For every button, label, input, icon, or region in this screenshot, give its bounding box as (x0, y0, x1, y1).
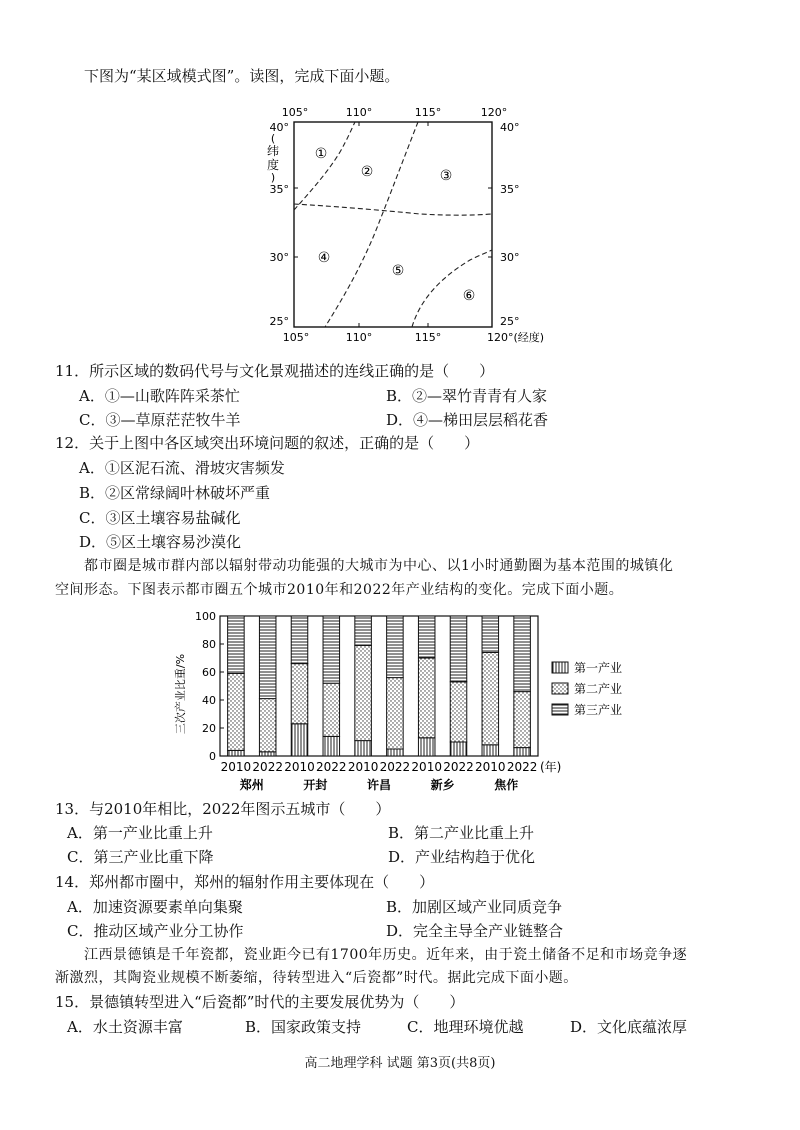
bar-segment (259, 616, 276, 699)
intro-text-jingdezhen-2: 渐激烈，其陶瓷业规模不断萎缩，待转型进入“后瓷都”时代。据此完成下面小题。 (55, 970, 578, 986)
q12-option-d: D．⑤区土壤容易沙漠化 (79, 533, 242, 551)
right-lat-label: 40° (500, 121, 520, 134)
q12-stem: 12．关于上图中各区域突出环境问题的叙述，正确的是（ ） (55, 434, 480, 452)
bottom-lon-label: 110° (345, 331, 373, 344)
top-lon-label: 105° (281, 106, 309, 119)
x-year-label: 2010 (411, 760, 442, 774)
y-tick-label: 40 (202, 694, 216, 707)
bottom-lon-label: 115° (414, 331, 442, 344)
x-year-label: 2010 (220, 760, 252, 774)
region-label: ④ (317, 250, 331, 266)
bar-segment (418, 616, 435, 658)
bar-segment (482, 652, 499, 744)
intro-text-metro-1: 都市圈是城市群内部以辐射带动功能强的大城市为中心、以1小时通勤圈为基本范围的城镇化 (84, 558, 674, 574)
y-tick-label: 100 (195, 610, 216, 623)
page-footer: 高二地理学科 试题 第3页(共8页) (304, 1056, 496, 1071)
bar-segment (387, 616, 404, 678)
y-tick-label: 60 (202, 666, 216, 679)
bar-segment (450, 742, 467, 756)
lat-axis-label: ( (270, 132, 276, 145)
lat-axis-label: 纬 (266, 144, 280, 158)
q12-option-c: C．③区土壤容易盐碱化 (79, 509, 241, 527)
region-label: ① (314, 146, 328, 162)
lat-axis-label: ) (270, 171, 276, 184)
x-city-label: 郑州 (239, 778, 264, 792)
bar-segment (514, 692, 531, 748)
bar-segment (228, 673, 245, 750)
right-lat-label: 35° (500, 183, 520, 196)
x-year-label: 2022 (252, 760, 283, 774)
intro-text-jingdezhen-1: 江西景德镇是千年瓷都，瓷业距今已有1700年历史。近年来，由于瓷土储备不足和市场竞争逐 (84, 947, 688, 963)
q14-option-d: D．完全主导全产业链整合 (386, 922, 564, 940)
left-lat-label: 30° (269, 251, 289, 264)
bottom-lon-label: 120°(经度) (487, 331, 545, 344)
right-lat-label: 30° (500, 251, 520, 264)
legend-label: 第一产业 (574, 661, 623, 675)
q12-option-a: A．①区泥石流、滑坡灾害频发 (79, 459, 285, 477)
bar-segment (323, 683, 340, 736)
bar-segment (514, 748, 531, 756)
bar-segment (259, 699, 276, 752)
bar-segment (291, 724, 308, 756)
lat-axis-label: 度 (266, 158, 280, 172)
q11-stem: 11．所示区域的数码代号与文化景观描述的连线正确的是（ ） (55, 362, 495, 380)
bar-segment (387, 749, 404, 756)
bar-segment (450, 682, 467, 742)
y-tick-label: 20 (202, 722, 216, 735)
bottom-lon-label: 105° (282, 331, 310, 344)
bar-segment (482, 745, 499, 756)
x-year-label: 2010 (347, 760, 379, 774)
q15-option-b: B．国家政策支持 (245, 1018, 362, 1036)
legend-swatch (552, 683, 568, 694)
region-map (0, 100, 800, 360)
top-lon-label: 110° (345, 106, 373, 119)
region-label: ③ (439, 168, 453, 184)
q13-option-b: B．第二产业比重上升 (388, 824, 535, 842)
q11-option-b: B．②—翠竹青青有人家 (386, 387, 548, 405)
q14-option-a: A．加速资源要素单向集聚 (67, 898, 243, 916)
bar-segment (291, 664, 308, 724)
bar-segment (291, 616, 308, 664)
x-city-label: 开封 (303, 778, 328, 792)
top-lon-label: 120° (480, 106, 508, 119)
left-lat-label: 25° (269, 315, 289, 328)
q13-option-c: C．第三产业比重下降 (67, 848, 214, 866)
q15-option-d: D．文化底蕴浓厚 (570, 1018, 688, 1036)
q11-option-d: D．④—梯田层层稻花香 (386, 411, 549, 429)
q13-stem: 13．与2010年相比，2022年图示五城市（ ） (55, 800, 391, 818)
region-label: ⑤ (391, 263, 405, 279)
bar-segment (355, 616, 372, 645)
bar-segment (228, 750, 245, 756)
region-label: ⑥ (462, 288, 476, 304)
q13-option-d: D．产业结构趋于优化 (388, 848, 536, 866)
industry-structure-chart (0, 602, 800, 797)
bar-segment (482, 616, 499, 652)
q11-option-a: A．①—山歌阵阵采茶忙 (79, 387, 240, 405)
boundary-line (294, 122, 355, 210)
bar-segment (355, 741, 372, 756)
q14-stem: 14．郑州都市圈中，郑州的辐射作用主要体现在（ ） (55, 873, 435, 891)
legend-swatch (552, 704, 568, 715)
boundary-line (412, 250, 492, 327)
bar-segment (323, 736, 340, 756)
right-lat-label: 25° (500, 315, 520, 328)
q13-option-a: A．第一产业比重上升 (67, 824, 213, 842)
q14-option-b: B．加剧区域产业同质竞争 (386, 898, 563, 916)
q11-option-c: C．③—草原茫茫牧牛羊 (79, 411, 241, 429)
legend-label: 第二产业 (574, 682, 623, 696)
boundary-line (294, 204, 492, 215)
x-city-label: 许昌 (366, 778, 392, 792)
bar-segment (418, 658, 435, 738)
bar-segment (514, 616, 531, 692)
x-year-label: 2010 (284, 760, 315, 774)
bar-segment (418, 738, 435, 756)
chart-ylabel: 三次产业比重/% (174, 653, 187, 735)
top-lon-label: 115° (414, 106, 442, 119)
region-label: ② (360, 164, 374, 180)
bar-segment (259, 752, 276, 756)
y-tick-label: 80 (202, 638, 216, 651)
q15-option-a: A．水土资源丰富 (67, 1018, 183, 1036)
q14-option-c: C．推动区域产业分工协作 (67, 922, 244, 940)
bar-segment (387, 678, 404, 749)
bar-segment (450, 616, 467, 682)
intro-text-metro-2: 空间形态。下图表示都市圈五个城市2010年和2022年产业结构的变化。完成下面小题。 (55, 582, 624, 598)
q12-option-b: B．②区常绿阔叶林破坏严重 (79, 484, 271, 502)
bar-segment (228, 616, 245, 673)
x-year-label: 2022 (316, 760, 347, 774)
x-city-label: 新乡 (430, 778, 455, 792)
q15-option-c: C．地理环境优越 (407, 1018, 524, 1036)
left-lat-label: 40° (269, 121, 289, 134)
bar-segment (323, 616, 340, 683)
legend-swatch (552, 662, 568, 673)
x-year-label: 2010 (475, 760, 506, 774)
y-tick-label: 0 (209, 750, 216, 763)
x-year-label: 2022 (443, 760, 474, 774)
x-year-label: 2022 (506, 760, 538, 774)
left-lat-label: 35° (269, 183, 289, 196)
x-axis-suffix: (年) (540, 760, 562, 774)
intro-text-map: 下图为“某区域模式图”。读图，完成下面小题。 (84, 67, 400, 85)
q15-stem: 15．景德镇转型进入“后瓷都”时代的主要发展优势为（ ） (55, 993, 465, 1011)
x-city-label: 焦作 (494, 778, 519, 792)
bar-segment (355, 645, 372, 740)
legend-label: 第三产业 (574, 703, 623, 717)
x-year-label: 2022 (379, 760, 411, 774)
